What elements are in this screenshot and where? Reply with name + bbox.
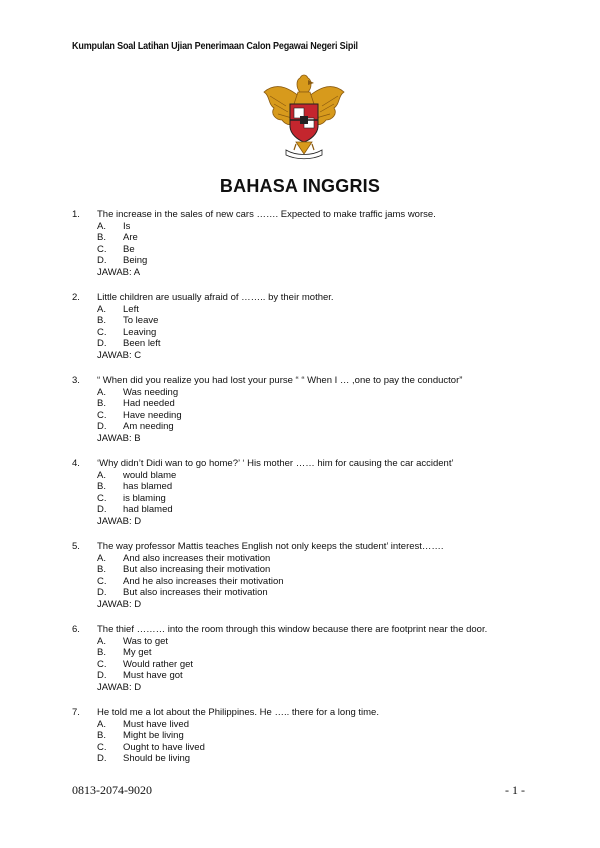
answer-option: D. Am needing (97, 421, 174, 432)
answer-option: B. has blamed (97, 481, 173, 492)
garuda-emblem-icon (256, 70, 352, 162)
question-number: 4. (72, 458, 80, 469)
answer-key: JAWAB: D (97, 598, 142, 610)
answer-key: JAWAB: C (97, 349, 142, 361)
question-number: 5. (72, 541, 80, 552)
answer-key: JAWAB: B (97, 432, 141, 444)
question-number: 1. (72, 209, 80, 220)
answer-option: D. But also increases their motivation (97, 587, 268, 598)
question-text: The way professor Mattis teaches English not only keeps the student’ interest……. (97, 541, 444, 552)
question-5 (72, 541, 552, 610)
answer-option: B. But also increasing their motivation (97, 564, 271, 575)
question-number: 7. (72, 707, 80, 718)
answer-option: B. Had needed (97, 398, 175, 409)
answer-option: C. Would rather get (97, 658, 194, 670)
question-text: Little children are usually afraid of …….. by their mother. (97, 292, 334, 303)
answer-option: B. To leave (97, 315, 159, 326)
answer-option: A. Was to get (97, 635, 169, 647)
answer-option: A. And also increases their motivation (97, 552, 271, 564)
answer-option: B. Are (97, 232, 138, 243)
answer-option: D. Should be living (97, 753, 191, 764)
answer-option: C. And he also increases their motivation (97, 575, 284, 587)
answer-option: C. Ought to have lived (97, 741, 205, 753)
question-4 (72, 458, 552, 527)
answer-option: A. would blame (97, 469, 177, 481)
question-text: ‘Why didn’t Didi wan to go home?’ ‘ His mother …… him for causing the car accident’ (97, 458, 454, 469)
answer-option: D. Must have got (97, 670, 183, 681)
question-list (72, 209, 552, 779)
answer-key: JAWAB: A (97, 266, 141, 278)
answer-option: A. Left (97, 303, 139, 315)
question-text: The increase in the sales of new cars ……. Expected to make traffic jams worse. (97, 209, 436, 220)
footer-phone: 0813-2074-9020 (72, 783, 152, 797)
question-text: “ When did you realize you had lost your purse “ “ When I … ,one to pay the conductor” (97, 375, 463, 386)
answer-option: B. Might be living (97, 730, 184, 741)
answer-option: C. Be (97, 243, 135, 255)
answer-option: A. Is (97, 220, 131, 232)
answer-key: JAWAB: D (97, 681, 142, 693)
question-6 (72, 624, 552, 693)
question-1 (72, 209, 552, 278)
question-text: The thief ……… into the room through this window because there are footprint near the door. (97, 624, 488, 635)
document-header: Kumpulan Soal Latihan Ujian Penerimaan Calon Pegawai Negeri Sipil (72, 40, 358, 52)
answer-option: B. My get (97, 647, 152, 658)
answer-option: D. Been left (97, 338, 161, 349)
question-text: He told me a lot about the Philippines. He ….. there for a long time. (97, 707, 379, 718)
answer-option: A. Must have lived (97, 718, 190, 730)
page-title: BAHASA INGGRIS (219, 176, 381, 196)
question-number: 6. (72, 624, 80, 635)
question-2 (72, 292, 552, 361)
page-number: - 1 - (505, 783, 525, 797)
answer-option: A. Was needing (97, 386, 179, 398)
answer-option: C. is blaming (97, 492, 166, 504)
answer-option: D. Being (97, 255, 148, 266)
answer-option: C. Leaving (97, 326, 157, 338)
question-7 (72, 707, 552, 765)
answer-key: JAWAB: D (97, 515, 142, 527)
question-number: 3. (72, 375, 80, 386)
question-number: 2. (72, 292, 80, 303)
question-3 (72, 375, 552, 444)
answer-option: D. had blamed (97, 504, 173, 515)
answer-option: C. Have needing (97, 409, 182, 421)
